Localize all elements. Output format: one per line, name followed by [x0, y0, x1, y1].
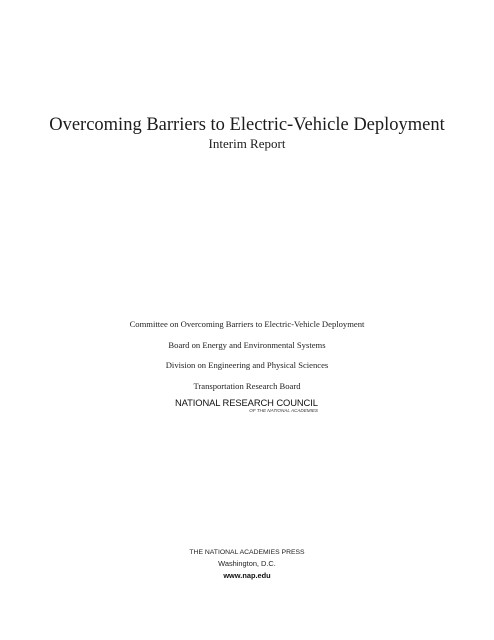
- committee-name: Committee on Overcoming Barriers to Electric-Vehicle Deployment: [129, 319, 365, 329]
- publisher-website[interactable]: www.nap.edu: [223, 571, 271, 580]
- report-subtitle: Interim Report: [208, 136, 286, 151]
- nrc-logo: [175, 397, 335, 414]
- publisher-location: Washington, D.C.: [218, 559, 276, 568]
- report-title: Overcoming Barriers to Electric-Vehicle Deployment: [49, 115, 445, 135]
- division-name: Division on Engineering and Physical Sciences: [165, 360, 329, 370]
- board-name: Board on Energy and Environmental Systems: [168, 340, 326, 350]
- publisher-name: THE NATIONAL ACADEMIES PRESS: [189, 549, 305, 556]
- nrc-logo-sub: OF THE NATIONAL ACADEMIES: [249, 408, 318, 413]
- nrc-logo-main: NATIONAL RESEARCH COUNCIL: [175, 397, 318, 408]
- trb-name: Transportation Research Board: [193, 381, 301, 391]
